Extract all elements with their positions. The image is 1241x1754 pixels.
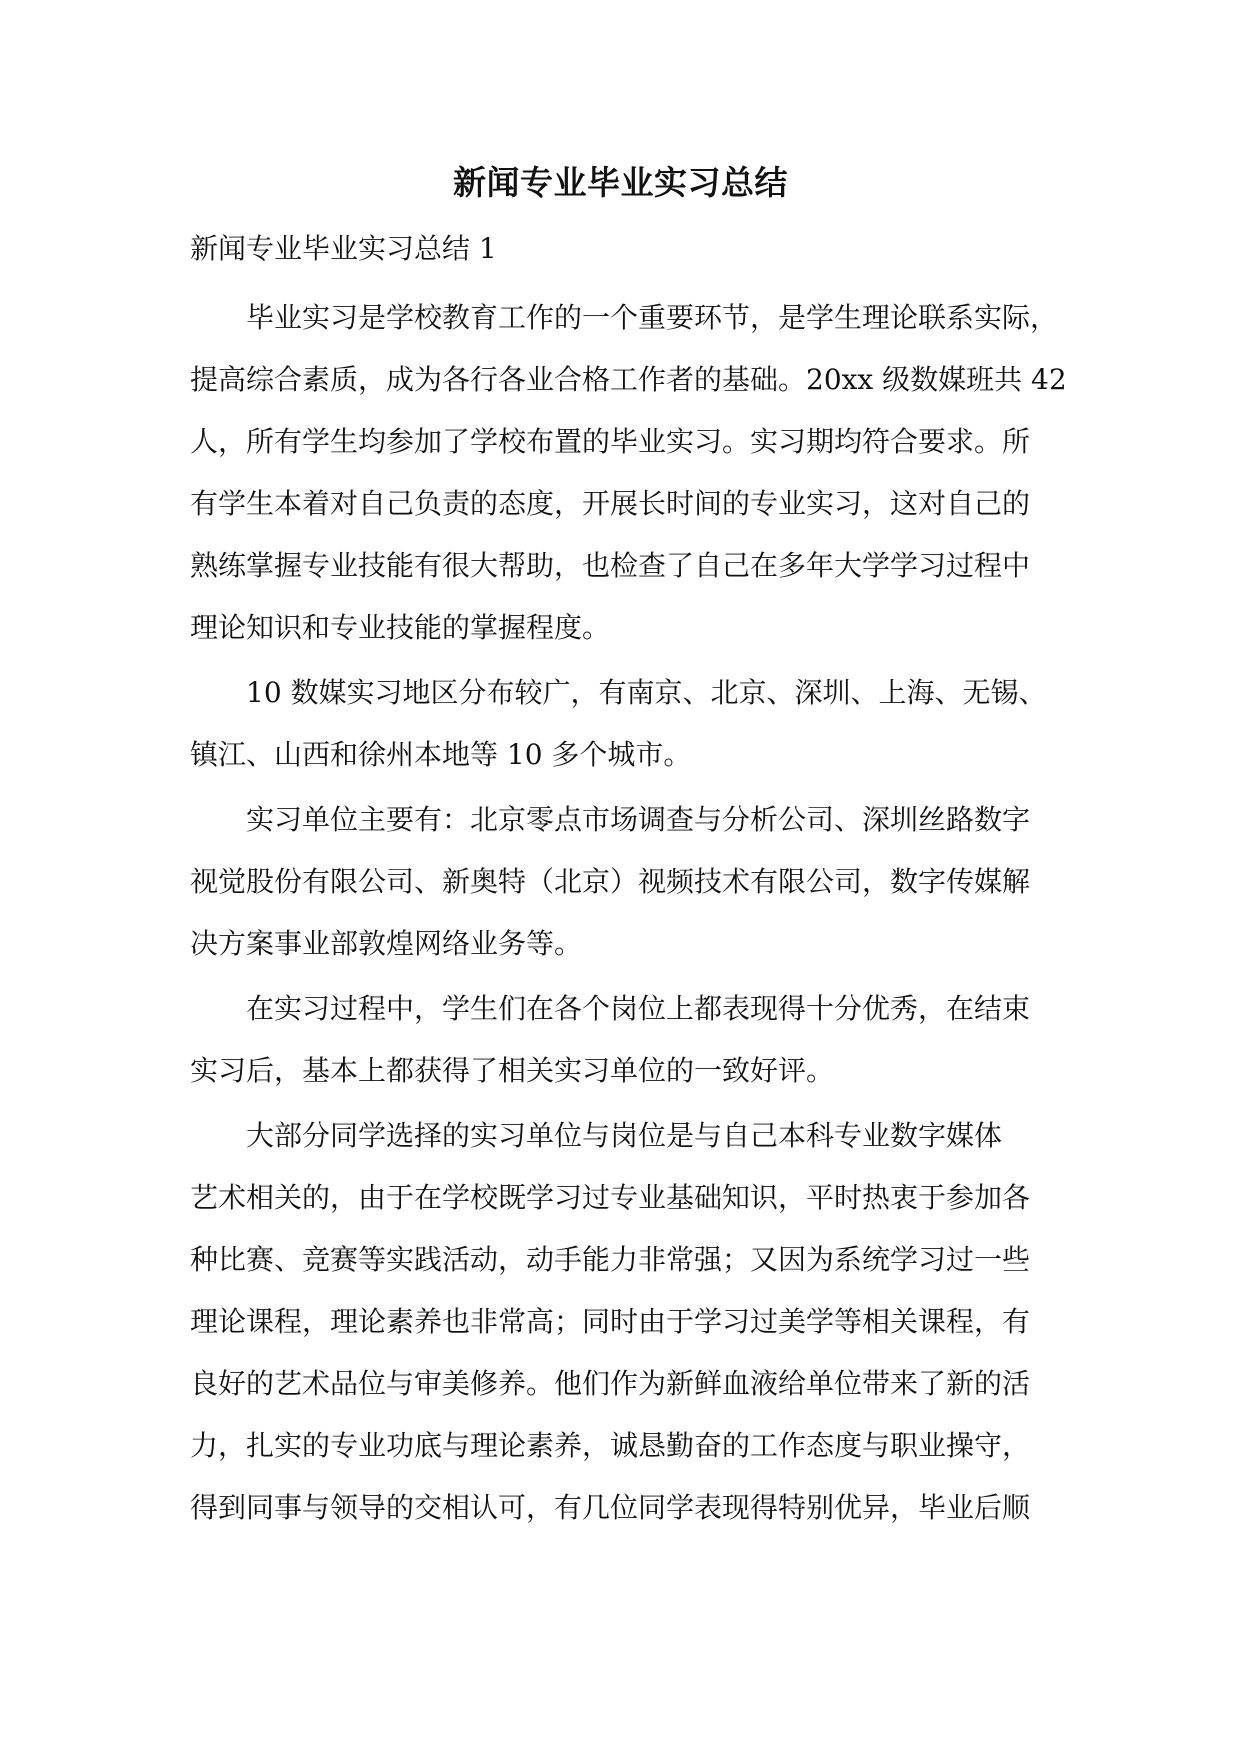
paragraph-4 (190, 978, 1060, 1102)
paragraph-line: 毕业实习是学校教育工作的一个重要环节，是学生理论联系实际， (246, 301, 1059, 334)
paragraph-line: 理论课程，理论素养也非常高；同时由于学习过美学等相关课程，有 (190, 1305, 1031, 1338)
paragraph-line: 10 数媒实习地区分布较广，有南京、北京、深圳、上海、无锡、 (246, 676, 1047, 709)
paragraph-line: 理论知识和专业技能的掌握程度。 (190, 611, 611, 644)
paragraph-line: 在实习过程中，学生们在各个岗位上都表现得十分优秀，在结束 (246, 992, 1031, 1025)
paragraph-line: 人，所有学生均参加了学校布置的毕业实习。实习期均符合要求。所 (190, 425, 1031, 458)
paragraph-line: 种比赛、竞赛等实践活动，动手能力非常强；又因为系统学习过一些 (190, 1243, 1031, 1276)
paragraph-line: 视觉股份有限公司、新奥特（北京）视频技术有限公司，数字传媒解 (190, 865, 1031, 898)
paragraph-3 (190, 789, 1060, 975)
paragraph-line: 力，扎实的专业功底与理论素养，诚恳勤奋的工作态度与职业操守， (190, 1429, 1031, 1462)
paragraph-2 (190, 662, 1060, 786)
section-heading: 新闻专业毕业实习总结 1 (190, 232, 497, 265)
paragraph-line: 大部分同学选择的实习单位与岗位是与自己本科专业数字媒体 (246, 1119, 1003, 1152)
paragraph-line: 镇江、山西和徐州本地等 10 多个城市。 (190, 738, 692, 771)
paragraph-1 (190, 287, 1067, 659)
paragraph-line: 实习后，基本上都获得了相关实习单位的一致好评。 (190, 1054, 835, 1087)
paragraph-line: 决方案事业部敦煌网络业务等。 (190, 927, 583, 960)
paragraph-line: 实习单位主要有：北京零点市场调查与分析公司、深圳丝路数字 (246, 803, 1031, 836)
paragraph-line: 良好的艺术品位与审美修养。他们作为新鲜血液给单位带来了新的活 (190, 1367, 1031, 1400)
paragraph-5 (190, 1105, 1060, 1539)
paragraph-line: 艺术相关的，由于在学校既学习过专业基础知识，平时热衷于参加各 (190, 1181, 1031, 1214)
paragraph-line: 熟练掌握专业技能有很大帮助，也检查了自己在多年大学学习过程中 (190, 549, 1031, 582)
paragraph-line: 有学生本着对自己负责的态度，开展长时间的专业实习，这对自己的 (190, 487, 1031, 520)
document-body (190, 287, 1067, 1542)
paragraph-line: 提高综合素质，成为各行各业合格工作者的基础。20xx 级数媒班共 42 (190, 363, 1067, 396)
document-title: 新闻专业毕业实习总结 (453, 163, 788, 202)
paragraph-line: 得到同事与领导的交相认可，有几位同学表现得特别优异，毕业后顺 (190, 1491, 1031, 1524)
